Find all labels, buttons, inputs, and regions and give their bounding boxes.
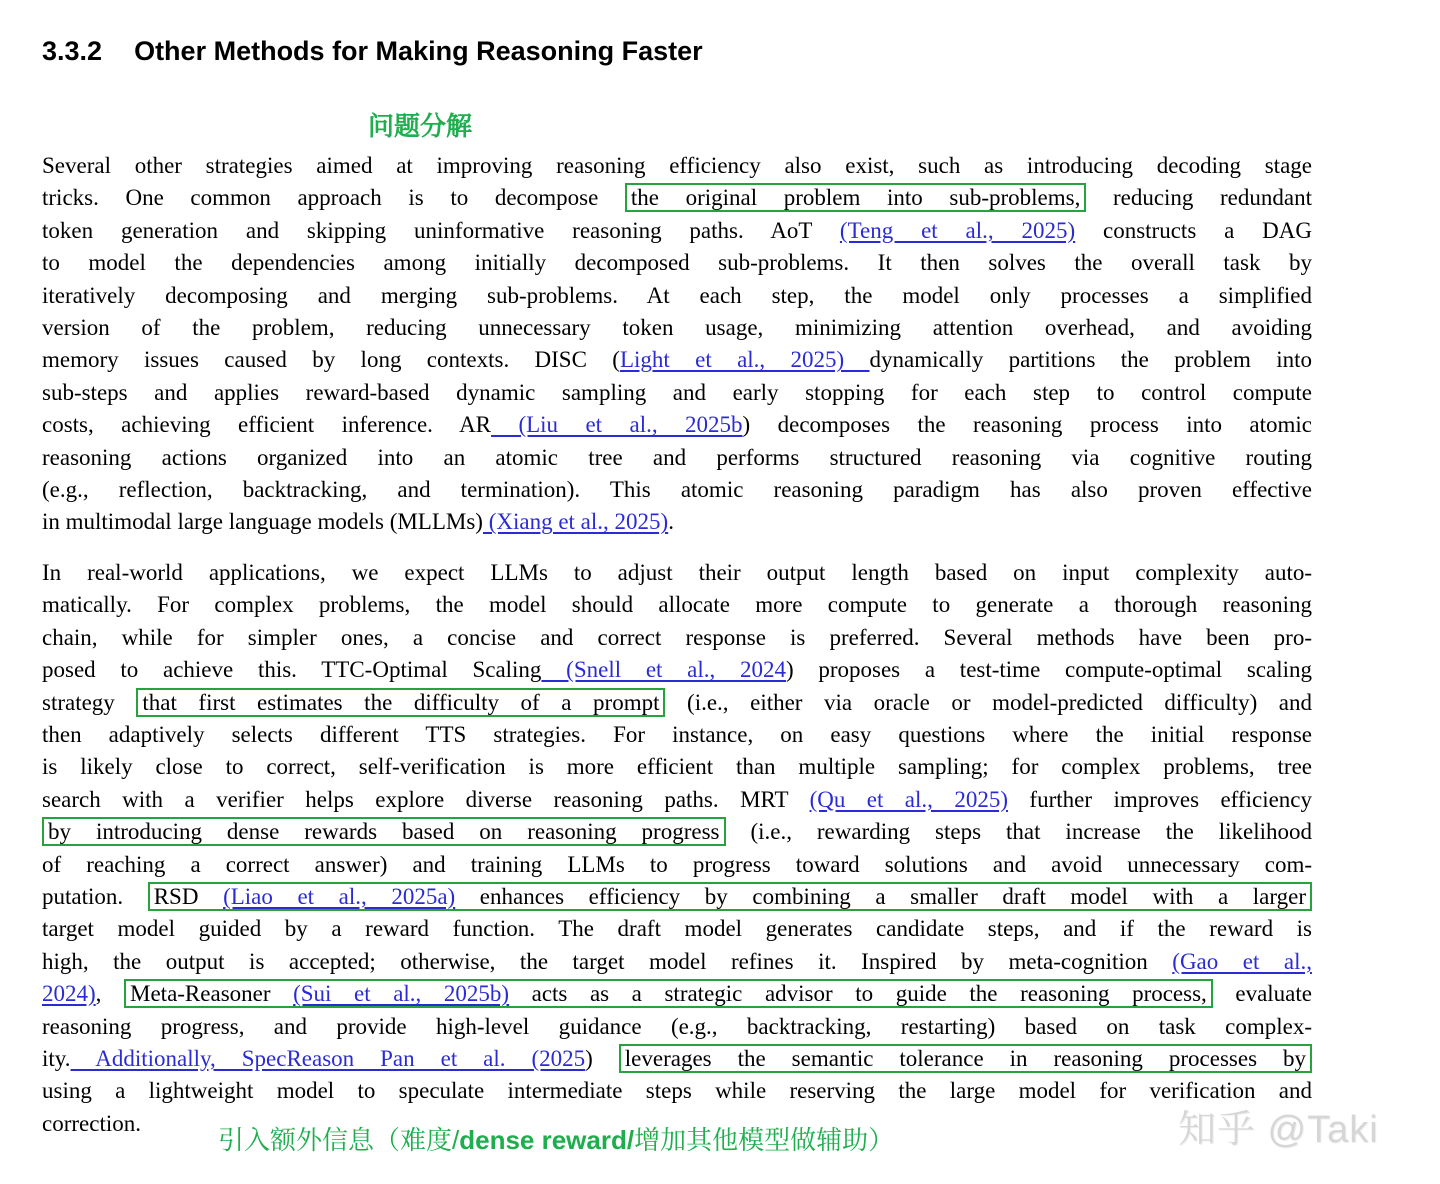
body-text-run: by introducing dense rewards based on reasoning progress: [48, 819, 720, 845]
body-text-run: sub-steps and applies reward-based dynamic sampling and early stopping for each step to control compute: [42, 379, 1312, 405]
highlight-box: [42, 817, 726, 846]
citation-link[interactable]: Additionally, SpecReason Pan et al. (2025: [70, 1045, 586, 1071]
text-line: [42, 751, 1312, 783]
text-line: [42, 946, 1312, 978]
highlight-box: [136, 688, 665, 717]
text-line: [42, 784, 1312, 816]
body-text-run: that first estimates the difficulty of a prompt: [142, 689, 660, 715]
body-text-run: evaluate: [1212, 981, 1312, 1007]
body-text-run: RSD: [153, 883, 224, 909]
body-text-run: constructs a DAG: [1075, 217, 1313, 243]
text-line: [42, 687, 1312, 719]
citation-link[interactable]: (Gao et al.,: [1172, 948, 1312, 974]
annotation-problem-decomposition: 问题分解: [368, 111, 473, 141]
body-text-run: the original problem into sub-problems,: [630, 185, 1081, 211]
annotation-extra-info: [218, 1120, 894, 1157]
section-title: Other Methods for Making Reasoning Faster: [134, 36, 703, 66]
body-text-run: reasoning progress, and provide high-level guidance (e.g., backtracking, restarting) based on task complex-: [42, 1013, 1312, 1039]
text-line: [42, 312, 1312, 344]
body-text: [42, 150, 1312, 1158]
citation-link[interactable]: (Xiang et al., 2025): [482, 509, 669, 535]
body-text-run: correction.: [42, 1110, 141, 1136]
body-text-run: high, the output is accepted; otherwise, the target model refines it. Inspired by meta-cognition: [42, 948, 1173, 974]
body-text-run: costs, achieving efficient inference. AR: [42, 412, 492, 438]
citation-link[interactable]: (Liao et al., 2025a): [223, 883, 456, 909]
body-text-run: posed to achieve this. TTC-Optimal Scaling: [42, 657, 542, 683]
annotation-extra-info-prefix: 引入额外信息（难度/: [218, 1125, 460, 1155]
section-number: 3.3.2: [42, 36, 103, 66]
text-line: [42, 913, 1312, 945]
body-text-run: chain, while for simpler ones, a concise and correct response is preferred. Several methods have been pro-: [42, 624, 1312, 650]
body-text-run: Several other strategies aimed at improving reasoning efficiency also exist, such as introducing decoding stage: [42, 153, 1312, 178]
body-text-run: in multimodal large language models (MLLMs): [42, 509, 483, 535]
citation-link[interactable]: Light et al., 2025): [619, 347, 870, 373]
text-line: [42, 1011, 1312, 1043]
highlight-box: [619, 1044, 1312, 1073]
body-text-run: ): [585, 1045, 619, 1071]
annotation-extra-info-suffix: 增加其他模型做辅助）: [634, 1125, 895, 1155]
citation-link[interactable]: (Qu et al., 2025): [809, 786, 1008, 812]
body-text-run: leverages the semantic tolerance in reasoning processes by: [624, 1045, 1306, 1071]
body-text-run: search with a verifier helps explore diverse reasoning paths. MRT: [42, 786, 810, 812]
citation-link[interactable]: (Snell et al., 2024: [541, 657, 786, 683]
body-text-run: Meta-Reasoner: [130, 981, 294, 1007]
body-text-run: strategy: [42, 689, 137, 715]
text-line: [42, 215, 1312, 247]
body-text-run: In real-world applications, we expect LLMs to adjust their output length based on input complexity auto-: [42, 559, 1312, 585]
body-text-run: matically. For complex problems, the model should allocate more compute to generate a thorough reasoning: [42, 592, 1312, 618]
body-text-run: reasoning actions organized into an atomic tree and performs structured reasoning via cognitive routing: [42, 444, 1312, 470]
body-text-run: tricks. One common approach is to decompose: [42, 185, 625, 211]
text-line: [42, 557, 1312, 589]
text-line: [42, 1075, 1312, 1107]
body-text-run: reducing redundant: [1086, 185, 1312, 211]
body-text-run: of reaching a correct answer) and training LLMs to progress toward solutions and avoid unnecessary com-: [42, 851, 1312, 877]
text-line: [42, 280, 1312, 312]
text-line: [42, 654, 1312, 686]
text-line: [42, 816, 1312, 848]
body-text-run: version of the problem, reducing unnecessary token usage, minimizing attention overhead, and avoiding: [42, 315, 1312, 341]
citation-link[interactable]: (Liu et al., 2025b: [491, 412, 743, 438]
body-text-run: ity.: [42, 1045, 71, 1071]
text-line: [42, 442, 1312, 474]
body-text-run: enhances efficiency by combining a smaller draft model with a larger: [455, 883, 1306, 909]
body-text-run: .: [668, 509, 674, 535]
text-line: [42, 182, 1312, 214]
body-text-run: dynamically partitions the problem into: [869, 347, 1313, 373]
text-line: [42, 978, 1312, 1010]
text-line: [42, 409, 1312, 441]
body-text-run: ) proposes a test-time compute-optimal scaling: [785, 657, 1312, 683]
body-text-run: further improves efficiency: [1008, 786, 1312, 812]
text-line: [42, 344, 1312, 376]
text-line: [42, 881, 1312, 913]
annotation-extra-info-bold: dense reward/: [459, 1125, 635, 1155]
body-text-run: putation.: [42, 883, 148, 909]
body-text-run: iteratively decomposing and merging sub-problems. At each step, the model only processes a simplified: [42, 282, 1312, 308]
body-text-run: (i.e., either via oracle or model-predicted difficulty) and: [665, 689, 1312, 715]
text-line: [42, 1043, 1312, 1075]
text-line: [42, 247, 1312, 279]
citation-link[interactable]: (Sui et al., 2025b): [293, 981, 510, 1007]
body-text-run: to model the dependencies among initially decomposed sub-problems. It then solves the overall task by: [42, 250, 1312, 276]
text-line: [42, 849, 1312, 881]
body-text-run: ,: [95, 981, 125, 1007]
body-text-run: token generation and skipping uninformative reasoning paths. AoT: [42, 217, 840, 243]
body-text-run: target model guided by a reward function. The draft model generates candidate steps, and if the reward is: [42, 916, 1312, 942]
citation-link[interactable]: 2024): [42, 981, 96, 1007]
zhihu-watermark: 知乎 @Taki: [1178, 1109, 1379, 1151]
body-text-run: ) decomposes the reasoning process into atomic: [742, 412, 1313, 438]
body-text-run: then adaptively selects different TTS strategies. For instance, on easy questions where the initial response: [42, 721, 1312, 747]
text-line: [42, 377, 1312, 409]
text-line: [42, 474, 1312, 506]
paragraph: [42, 557, 1312, 1140]
text-line: [42, 719, 1312, 751]
section-heading: [42, 36, 703, 67]
body-text-run: using a lightweight model to speculate intermediate steps while reserving the large model for verification and: [42, 1078, 1312, 1104]
paragraph: [42, 150, 1312, 539]
citation-link[interactable]: (Teng et al., 2025): [839, 217, 1076, 243]
highlight-box: [124, 979, 1213, 1008]
text-line: [42, 506, 1312, 538]
body-text-run: (e.g., reflection, backtracking, and termination). This atomic reasoning paradigm has also proven effective: [42, 477, 1312, 503]
text-line: [42, 150, 1312, 182]
text-line: [42, 622, 1312, 654]
text-line: [42, 589, 1312, 621]
body-text-run: (i.e., rewarding steps that increase the likelihood: [725, 819, 1313, 845]
body-text-run: acts as a strategic advisor to guide the reasoning process,: [509, 981, 1207, 1007]
body-text-run: memory issues caused by long contexts. DISC (: [42, 347, 620, 373]
body-text-run: is likely close to correct, self-verification is more efficient than multiple sampling; for complex problems, tree: [42, 754, 1312, 780]
highlight-box: [625, 183, 1086, 212]
highlight-box: [148, 882, 1312, 911]
